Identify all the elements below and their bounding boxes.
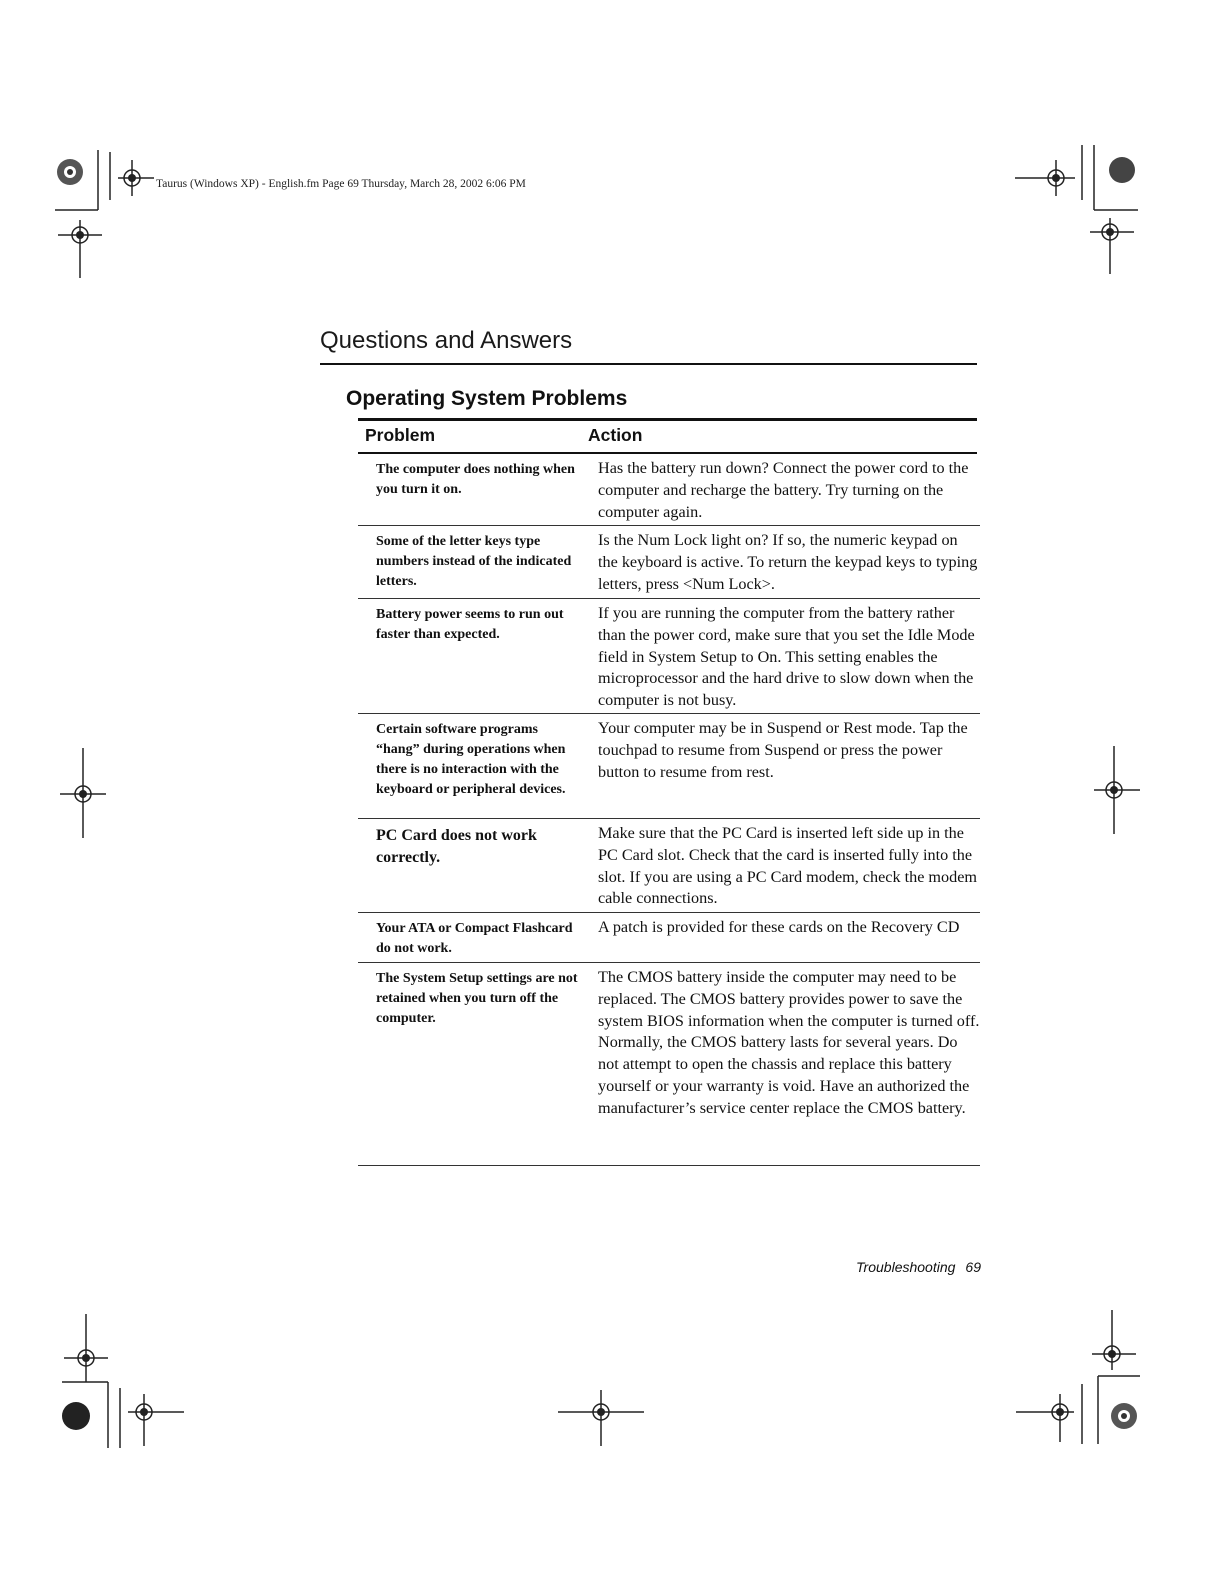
action-cell: Your computer may be in Suspend or Rest mode. Tap the touchpad to resume from Suspend or press the power button to resume from rest. [598,719,968,781]
action-cell: Make sure that the PC Card is inserted left side up in the PC Card slot. Check that the card is inserted fully into the slot. If you are using a PC Card modem, check the modem cable connections. [598,824,977,908]
footer-chapter: Troubleshooting [856,1259,956,1275]
action-cell: The CMOS battery inside the computer may need to be replaced. The CMOS battery provides power to save the system BIOS information when the computer is turned off. Normally, the CMOS battery lasts for several years. Do not attempt to open the chassis and replace this battery yourself or your warranty is void. Have an authorized the manufacturer’s service center replace the CMOS battery. [598,968,980,1117]
action-cell: A patch is provided for these cards on the Recovery CD [598,918,960,936]
problem-cell: The computer does nothing when you turn it on. [376,462,575,497]
row-divider [358,713,980,714]
registration-mark-bottom-center [556,1388,648,1448]
table-header-rule-bottom [358,452,977,454]
table-header-rule-top [358,418,977,421]
problem-cell: Some of the letter keys type numbers instead of the indicated letters. [376,534,572,589]
table-bottom-rule [358,1165,980,1166]
registration-mark-bottom-left [56,1312,196,1452]
section-rule [320,363,977,365]
registration-mark-top-left [50,140,170,280]
registration-mark-middle-left [56,746,116,842]
registration-mark-bottom-right [1012,1308,1148,1448]
row-divider [358,818,980,819]
footer-page-number: 69 [965,1259,981,1275]
subsection-title: Operating System Problems [346,387,628,410]
problem-cell: Certain software programs “hang” during operations when there is no interaction with the keyboard or peripheral devices. [376,722,566,797]
problem-cell: Battery power seems to run out faster than expected. [376,607,564,642]
problem-cell: Your ATA or Compact Flashcard do not work. [376,921,573,956]
action-cell: Has the battery run down? Connect the power cord to the computer and recharge the battery. Try turning on the computer again. [598,459,969,521]
column-header-action: Action [588,425,643,445]
page-footer [856,1259,981,1275]
section-title: Questions and Answers [320,327,573,354]
row-divider [358,525,980,526]
problem-cell: The System Setup settings are not retained when you turn off the computer. [376,971,578,1026]
registration-mark-top-right [1010,140,1150,280]
problem-cell: PC Card does not work correctly. [376,827,537,866]
action-cell: If you are running the computer from the battery rather than the power cord, make sure that you set the Idle Mode field in System Setup to On. This setting enables the microprocessor and the hard drive to slow down when the computer is not busy. [598,604,975,710]
print-slug: Taurus (Windows XP) - English.fm Page 69 Thursday, March 28, 2002 6:06 PM [156,178,526,190]
row-divider [358,962,980,963]
row-divider [358,912,980,913]
column-header-problem: Problem [365,425,436,445]
action-cell: Is the Num Lock light on? If so, the numeric keypad on the keyboard is active. To return the keypad keys to typing letters, press <Num Lock>. [598,531,978,593]
row-divider [358,598,980,599]
registration-mark-middle-right [1088,744,1148,840]
